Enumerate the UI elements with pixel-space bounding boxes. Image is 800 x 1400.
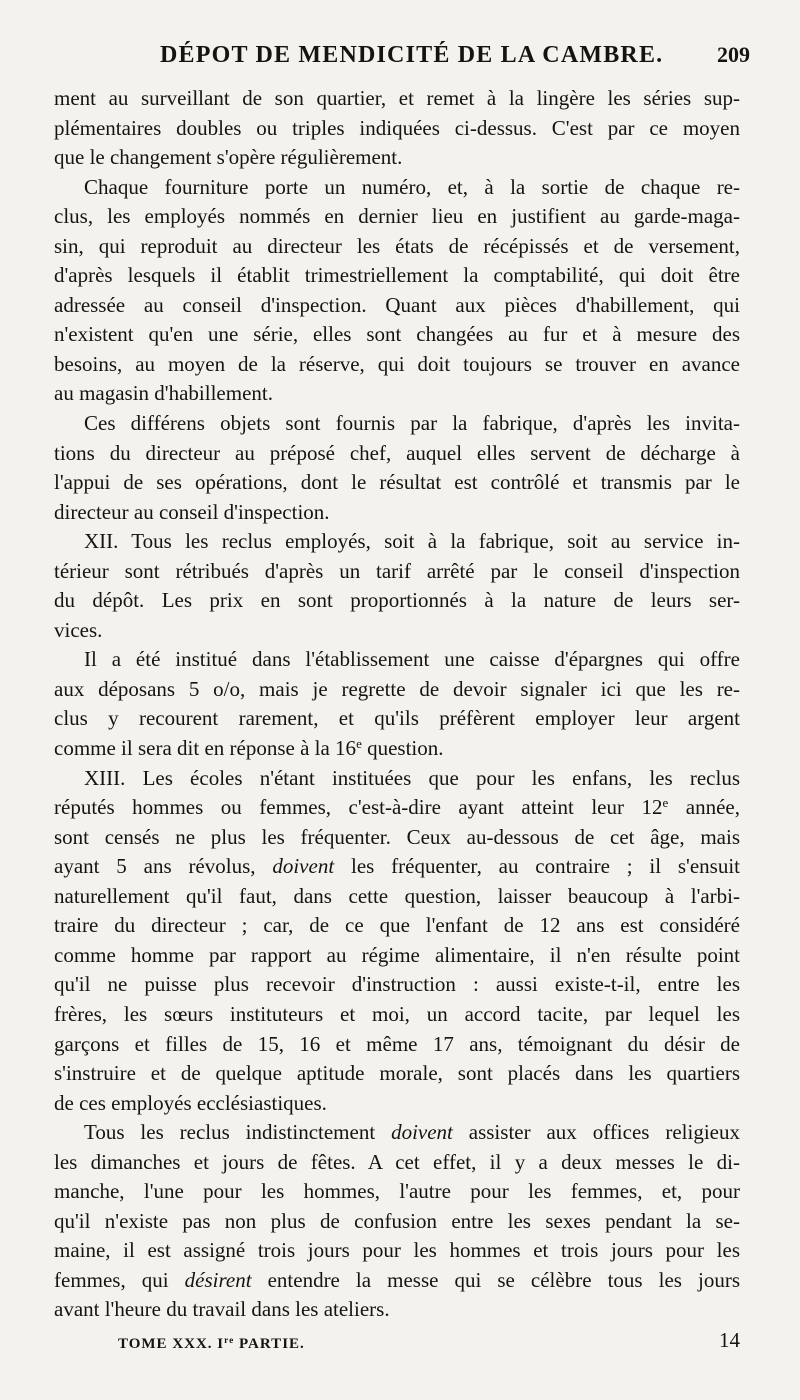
text-line: frères, les sœurs instituteurs et moi, un accord tacite, par lequel les — [54, 1001, 740, 1026]
text-line: qu'il ne puisse plus recevoir d'instruction : aussi existe-t-il, entre les — [54, 972, 740, 997]
page-footer — [118, 1328, 740, 1358]
paragraph-differens — [54, 409, 740, 527]
text-line: femmes, qui désirent entendre la messe qui se célèbre tous les jours — [54, 1267, 740, 1292]
text-line: XIII. Les écoles n'étant instituées que pour les enfans, les reclus — [84, 765, 740, 790]
text-line: avant l'heure du travail dans les ateliers. — [54, 1297, 390, 1322]
text-line: directeur au conseil d'inspection. — [54, 499, 330, 524]
text-line: clus, les employés nommés en dernier lieu en justifient au garde-maga- — [54, 204, 740, 229]
paragraph-caisse — [54, 645, 740, 763]
text-line: sont censés ne plus les fréquenter. Ceux au-dessous de cet âge, mais — [54, 824, 740, 849]
signature-mark: 14 — [719, 1328, 740, 1352]
paragraph-section-xii — [54, 527, 740, 645]
text-line: Tous les reclus indistinctement doivent assister aux offices religieux — [84, 1120, 740, 1145]
body-text — [54, 84, 740, 1325]
text-line: sin, qui reproduit au directeur les états de récépissés et de versement, — [54, 233, 740, 258]
text-line: n'existent qu'en une série, elles sont changées au fur et à mesure des — [54, 322, 740, 347]
text-line: aux déposans 5 o/o, mais je regrette de devoir signaler ici que les re- — [54, 676, 740, 701]
text-line: s'instruire et de quelque aptitude morale, sont placés dans les quartiers — [54, 1061, 740, 1086]
text-line: de ces employés ecclésiastiques. — [54, 1090, 327, 1115]
text-line: garçons et filles de 15, 16 et même 17 ans, témoignant du désir de — [54, 1031, 740, 1056]
text-line: traire du directeur ; car, de ce que l'enfant de 12 ans est considéré — [54, 913, 740, 938]
text-line: comme il sera dit en réponse à la 16e question. — [54, 735, 444, 761]
text-line: les dimanches et jours de fêtes. A cet effet, il y a deux messes le di- — [54, 1149, 740, 1174]
text-line: ayant 5 ans révolus, doivent les fréquenter, au contraire ; il s'ensuit — [54, 854, 740, 879]
text-line: maine, il est assigné trois jours pour les hommes et trois jours pour les — [54, 1238, 740, 1263]
paragraph-continuation — [54, 84, 740, 173]
text-line: adressée au conseil d'inspection. Quant aux pièces d'habillement, qui — [54, 292, 740, 317]
text-line: qu'il n'existe pas non plus de confusion entre les sexes pendant la se- — [54, 1208, 740, 1233]
text-line: l'appui de ses opérations, dont le résultat est contrôlé et transmis par le — [54, 470, 740, 495]
paragraph-section-xiii — [54, 764, 740, 1119]
paragraph-offices — [54, 1118, 740, 1325]
text-line: d'après lesquels il établit trimestriellement la comptabilité, qui doit être — [54, 263, 740, 288]
volume-label: TOME XXX. Ire PARTIE. — [118, 1335, 305, 1352]
text-line: vices. — [54, 617, 103, 642]
text-line: ment au surveillant de son quartier, et remet à la lingère les séries sup- — [54, 86, 740, 110]
text-line: Chaque fourniture porte un numéro, et, à la sortie de chaque re- — [84, 174, 740, 199]
text-line: comme homme par rapport au régime alimentaire, il n'en résulte point — [54, 942, 740, 967]
text-line: térieur sont rétribués d'après un tarif arrêté par le conseil d'inspection — [54, 558, 740, 583]
text-line: clus y recourent rarement, et qu'ils préfèrent employer leur argent — [54, 706, 740, 731]
text-line: Il a été institué dans l'établissement une caisse d'épargnes qui offre — [84, 647, 740, 672]
paragraph-fourniture — [54, 173, 740, 409]
page-header — [54, 42, 756, 78]
text-line: du dépôt. Les prix en sont proportionnés à la nature de leurs ser- — [54, 588, 740, 613]
text-line: besoins, au moyen de la réserve, qui doit toujours se trouver en avance — [54, 351, 740, 376]
page-number: 209 — [717, 42, 750, 67]
text-line: au magasin d'habillement. — [54, 381, 273, 406]
text-line: manche, l'une pour les hommes, l'autre pour les femmes, et, pour — [54, 1179, 740, 1204]
text-line: XII. Tous les reclus employés, soit à la fabrique, soit au service in- — [84, 529, 740, 554]
text-line: réputés hommes ou femmes, c'est-à-dire ayant atteint leur 12e année, — [54, 794, 740, 820]
text-line: plémentaires doubles ou triples indiquées ci-dessus. C'est par ce moyen — [54, 115, 740, 140]
text-line: tions du directeur au préposé chef, auquel elles servent de décharge à — [54, 440, 740, 465]
text-line: naturellement qu'il faut, dans cette question, laisser beaucoup à l'arbi- — [54, 883, 740, 908]
text-line: Ces différens objets sont fournis par la fabrique, d'après les invita- — [84, 411, 740, 436]
text-line: que le changement s'opère régulièrement. — [54, 145, 403, 170]
running-title: DÉPOT DE MENDICITÉ DE LA CAMBRE. — [160, 42, 664, 68]
